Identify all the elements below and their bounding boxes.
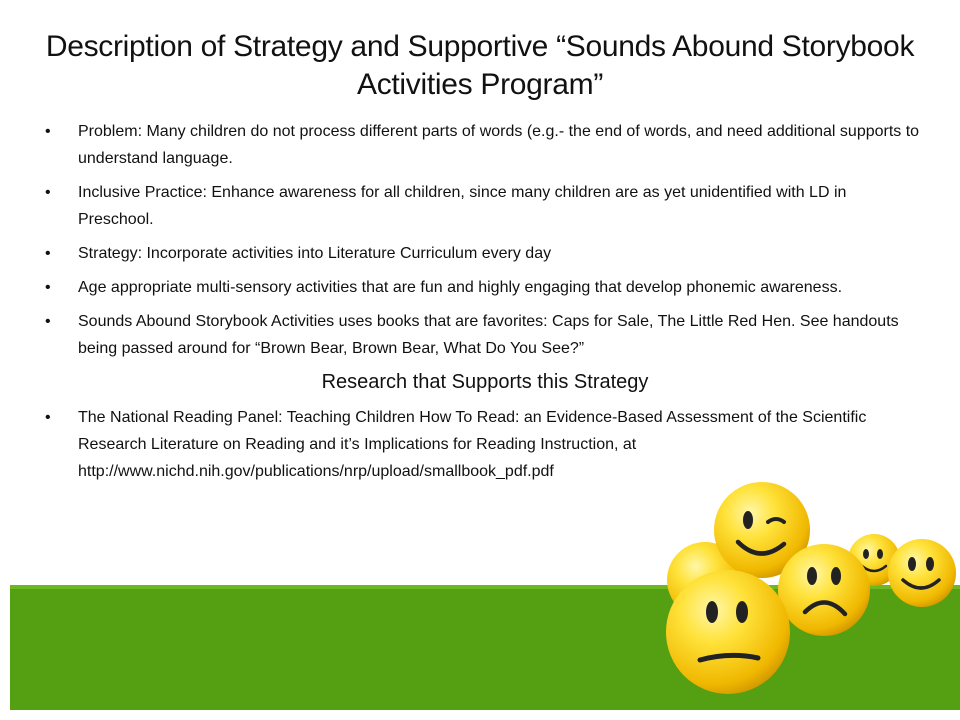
smiley-ball-sad (778, 544, 870, 636)
bullet-strategy: • Strategy: Incorporate activities into Literature Curriculum every day (45, 240, 925, 267)
bullet-age-appropriate: • Age appropriate multi-sensory activities that are fun and highly engaging that develop phonemic awareness. (45, 274, 925, 301)
bullet-inclusive-practice: • Inclusive Practice: Enhance awareness for all children, since many children are as yet unidentified with LD in Preschool. (45, 179, 925, 233)
bullet-national-reading-panel: • The National Reading Panel: Teaching Children How To Read: an Evidence-Based Assessment of the Scientific Research Literature on Reading and it’s Implications for Reading Instruction, at http://www.nichd.nih.gov/publications/nrp/upload/smallbook_pdf.pdf (45, 404, 925, 485)
research-heading: Research that Supports this Strategy (321, 371, 649, 393)
bullet-list (45, 118, 925, 492)
bullet-sounds-abound: • Sounds Abound Storybook Activities uses books that are favorites: Caps for Sale, The Little Red Hen. See handouts being passed around for “Brown Bear, Brown Bear, What Do You See?” (45, 308, 925, 362)
smiley-balls-illustration (600, 460, 960, 720)
smiley-ball-right-happy (888, 539, 956, 607)
bullet-problem: • Problem: Many children do not process different parts of words (e.g.- the end of words, and need additional supports to understand language. (45, 118, 925, 172)
slide-title: Description of Strategy and Supportive “Sounds Abound Storybook Activities Program” (45, 30, 915, 101)
smiley-ball-frowning-front (666, 570, 790, 694)
